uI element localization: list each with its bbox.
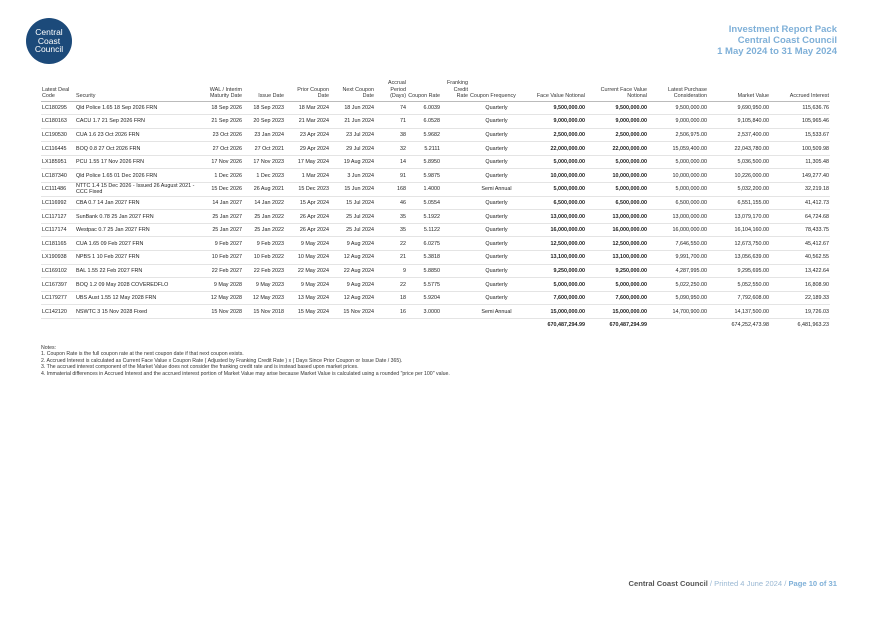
cell-accrual: 35 [375,210,407,224]
cell-issue: 25 Jan 2022 [243,210,285,224]
col-accrued: Accrued Interest [770,80,830,101]
cell-code: LC179277 [41,291,75,305]
cell-accrual: 46 [375,196,407,210]
cell-next: 29 Jul 2024 [330,142,375,156]
total-current-face: 670,487,294.99 [586,319,648,332]
cell-market: 12,673,750.00 [708,237,770,251]
cell-franking [441,169,469,183]
cell-security: NPBS 1 10 Feb 2027 FRN [75,251,199,265]
cell-prior: 9 May 2024 [285,278,330,292]
cell-next: 9 Aug 2024 [330,278,375,292]
cell-purchase: 9,000,000.00 [648,115,708,129]
cell-security: Qld Police 1.65 18 Sep 2026 FRN [75,101,199,115]
cell-purchase: 10,000,000.00 [648,169,708,183]
cell-maturity: 17 Nov 2026 [199,155,243,169]
cell-market: 22,043,780.00 [708,142,770,156]
cell-next: 15 Jun 2024 [330,183,375,197]
cell-current: 22,000,000.00 [586,142,648,156]
cell-market: 9,295,695.00 [708,264,770,278]
cell-freq: Quarterly [469,101,524,115]
cell-accrual: 22 [375,278,407,292]
col-security: Security [75,80,199,101]
page-footer [628,579,837,588]
table-row [41,101,830,115]
cell-next: 15 Jul 2024 [330,196,375,210]
table-header-row [41,80,830,101]
cell-accrual: 9 [375,264,407,278]
cell-current: 7,600,000.00 [586,291,648,305]
cell-maturity: 9 Feb 2027 [199,237,243,251]
cell-current: 10,000,000.00 [586,169,648,183]
cell-franking [441,237,469,251]
cell-accrual: 38 [375,128,407,142]
col-coupon-rate: Coupon Rate [407,80,441,101]
cell-franking [441,264,469,278]
cell-accrued: 40,562.55 [770,251,830,265]
cell-face: 9,250,000.00 [524,264,586,278]
cell-code: LC167397 [41,278,75,292]
cell-face: 22,000,000.00 [524,142,586,156]
cell-issue: 14 Jan 2022 [243,196,285,210]
cell-issue: 9 May 2023 [243,278,285,292]
cell-accrual: 21 [375,251,407,265]
cell-prior: 10 May 2024 [285,251,330,265]
cell-accrued: 11,305.48 [770,155,830,169]
cell-freq: Quarterly [469,128,524,142]
cell-rate: 6.0275 [407,237,441,251]
cell-prior: 29 Apr 2024 [285,142,330,156]
cell-code: LX190938 [41,251,75,265]
cell-code: LC181165 [41,237,75,251]
cell-next: 22 Aug 2024 [330,264,375,278]
table-row [41,142,830,156]
cell-franking [441,128,469,142]
cell-face: 6,500,000.00 [524,196,586,210]
cell-current: 13,000,000.00 [586,210,648,224]
col-deal-code: Latest Deal Code [41,80,75,101]
cell-current: 2,500,000.00 [586,128,648,142]
cell-accrual: 18 [375,291,407,305]
cell-maturity: 12 May 2028 [199,291,243,305]
cell-maturity: 10 Feb 2027 [199,251,243,265]
cell-market: 5,032,200.00 [708,183,770,197]
cell-security: Westpac 0.7 25 Jan 2027 FRN [75,223,199,237]
cell-face: 15,000,000.00 [524,305,586,319]
cell-rate: 5.9204 [407,291,441,305]
cell-maturity: 15 Dec 2026 [199,183,243,197]
cell-market: 5,036,500.00 [708,155,770,169]
cell-prior: 18 Mar 2024 [285,101,330,115]
col-prior-coupon: Prior Coupon Date [285,80,330,101]
cell-accrued: 16,808.90 [770,278,830,292]
col-accrual-period: Accrual Period (Days) [375,80,407,101]
col-maturity: WAL / Interim Maturity Date [199,80,243,101]
cell-franking [441,155,469,169]
total-accrued: 6,481,963.23 [770,319,830,332]
cell-security: SunBank 0.78 25 Jan 2027 FRN [75,210,199,224]
cell-issue: 25 Jan 2022 [243,223,285,237]
cell-next: 15 Nov 2024 [330,305,375,319]
cell-freq: Quarterly [469,169,524,183]
cell-market: 14,137,500.00 [708,305,770,319]
cell-next: 12 Aug 2024 [330,291,375,305]
cell-prior: 1 Mar 2024 [285,169,330,183]
cell-current: 13,100,000.00 [586,251,648,265]
col-frequency: Coupon Frequency [469,80,524,101]
cell-accrued: 45,412.67 [770,237,830,251]
table-row [41,291,830,305]
footer-org: Central Coast Council [628,579,708,588]
cell-current: 5,000,000.00 [586,183,648,197]
cell-freq: Quarterly [469,142,524,156]
cell-market: 7,792,608.00 [708,291,770,305]
cell-issue: 20 Sep 2023 [243,115,285,129]
cell-security: CBA 0.7 14 Jan 2027 FRN [75,196,199,210]
cell-accrued: 19,726.03 [770,305,830,319]
cell-rate: 5.3818 [407,251,441,265]
cell-market: 13,079,170.00 [708,210,770,224]
cell-purchase: 5,022,250.00 [648,278,708,292]
cell-next: 25 Jul 2024 [330,223,375,237]
cell-prior: 15 May 2024 [285,305,330,319]
cell-rate: 5.1922 [407,210,441,224]
cell-current: 5,000,000.00 [586,155,648,169]
table-body [41,101,830,319]
cell-freq: Quarterly [469,237,524,251]
col-face-value: Face Value Notional [524,80,586,101]
cell-accrued: 115,636.76 [770,101,830,115]
cell-market: 2,537,400.00 [708,128,770,142]
cell-maturity: 22 Feb 2027 [199,264,243,278]
cell-freq: Quarterly [469,278,524,292]
cell-prior: 21 Mar 2024 [285,115,330,129]
council-name: Central Coast Council [737,35,837,46]
cell-market: 6,551,155.00 [708,196,770,210]
table-row [41,305,830,319]
cell-maturity: 14 Jan 2027 [199,196,243,210]
col-next-coupon: Next Coupon Date [330,80,375,101]
cell-franking [441,291,469,305]
cell-accrual: 35 [375,223,407,237]
cell-next: 19 Aug 2024 [330,155,375,169]
cell-code: LC117174 [41,223,75,237]
cell-accrued: 105,965.46 [770,115,830,129]
cell-face: 9,500,000.00 [524,101,586,115]
cell-prior: 13 May 2024 [285,291,330,305]
cell-issue: 1 Dec 2023 [243,169,285,183]
cell-purchase: 7,646,550.00 [648,237,708,251]
cell-security: BAL 1.55 22 Feb 2027 FRN [75,264,199,278]
council-logo: Central Coast Council [26,18,72,64]
cell-maturity: 1 Dec 2026 [199,169,243,183]
cell-purchase: 5,000,000.00 [648,155,708,169]
cell-security: CACU 1.7 21 Sep 2026 FRN [75,115,199,129]
cell-security: NSWTC 3 15 Nov 2028 Fixed [75,305,199,319]
cell-purchase: 2,506,975.00 [648,128,708,142]
cell-prior: 22 May 2024 [285,264,330,278]
cell-issue: 26 Aug 2021 [243,183,285,197]
cell-accrued: 64,724.68 [770,210,830,224]
cell-freq: Semi Annual [469,305,524,319]
cell-face: 16,000,000.00 [524,223,586,237]
cell-freq: Quarterly [469,223,524,237]
cell-franking [441,115,469,129]
cell-prior: 15 Apr 2024 [285,196,330,210]
table-row [41,196,830,210]
notes [41,345,450,377]
table-row [41,155,830,169]
cell-current: 15,000,000.00 [586,305,648,319]
cell-code: LC117127 [41,210,75,224]
report-title [717,24,837,57]
cell-franking [441,210,469,224]
cell-market: 13,056,639.00 [708,251,770,265]
cell-accrued: 22,189.33 [770,291,830,305]
cell-code: LC190530 [41,128,75,142]
cell-next: 23 Jul 2024 [330,128,375,142]
total-face-value: 670,487,294.99 [524,319,586,332]
investment-table [41,80,830,331]
cell-freq: Semi Annual [469,183,524,197]
cell-next: 21 Jun 2024 [330,115,375,129]
cell-franking [441,251,469,265]
cell-security: UBS Aust 1.55 12 May 2028 FRN [75,291,199,305]
note-4: 4. Immaterial differences in Accrued Interest and the accrued interest portion of Market Value may arise because Market Value is calculated using a rounded "price per 100" value. [41,370,450,377]
cell-accrual: 168 [375,183,407,197]
cell-maturity: 27 Oct 2026 [199,142,243,156]
cell-accrual: 22 [375,237,407,251]
table-row [41,223,830,237]
cell-purchase: 9,500,000.00 [648,101,708,115]
cell-issue: 27 Oct 2021 [243,142,285,156]
cell-code: LC116992 [41,196,75,210]
cell-market: 16,104,160.00 [708,223,770,237]
table-row [41,278,830,292]
cell-issue: 22 Feb 2023 [243,264,285,278]
cell-rate: 6.0039 [407,101,441,115]
cell-accrual: 14 [375,155,407,169]
cell-rate: 5.9875 [407,169,441,183]
cell-prior: 26 Apr 2024 [285,210,330,224]
cell-issue: 17 Nov 2023 [243,155,285,169]
cell-accrued: 32,219.18 [770,183,830,197]
table-row [41,237,830,251]
cell-accrued: 41,412.73 [770,196,830,210]
cell-accrual: 71 [375,115,407,129]
cell-purchase: 13,000,000.00 [648,210,708,224]
cell-issue: 23 Jan 2024 [243,128,285,142]
cell-maturity: 21 Sep 2026 [199,115,243,129]
table-row [41,169,830,183]
col-issue-date: Issue Date [243,80,285,101]
cell-rate: 5.8950 [407,155,441,169]
cell-prior: 17 May 2024 [285,155,330,169]
cell-code: LC180295 [41,101,75,115]
cell-next: 25 Jul 2024 [330,210,375,224]
cell-accrued: 149,277.40 [770,169,830,183]
cell-face: 9,000,000.00 [524,115,586,129]
cell-security: Qld Police 1.65 01 Dec 2026 FRN [75,169,199,183]
cell-accrual: 16 [375,305,407,319]
cell-issue: 15 Nov 2018 [243,305,285,319]
cell-current: 12,500,000.00 [586,237,648,251]
cell-current: 6,500,000.00 [586,196,648,210]
cell-issue: 10 Feb 2022 [243,251,285,265]
cell-rate: 5.8850 [407,264,441,278]
col-franking: Franking Credit Rate [441,80,469,101]
cell-current: 9,500,000.00 [586,101,648,115]
cell-issue: 9 Feb 2023 [243,237,285,251]
note-2: 2. Accrued Interest is calculated as Current Face Value x Coupon Rate ( Adjusted by Franking Credit Rate ) x ( Days Since Prior Coupon or Issue Date / 365). [41,357,403,364]
cell-current: 9,000,000.00 [586,115,648,129]
cell-security: NTTC 1.4 15 Dec 2026 - Issued 26 August 2021 - CCC Fixed [75,183,199,197]
footer-printed: / Printed 4 June 2024 / [707,579,789,588]
cell-face: 5,000,000.00 [524,278,586,292]
cell-maturity: 23 Oct 2026 [199,128,243,142]
cell-next: 3 Jun 2024 [330,169,375,183]
table-row [41,183,830,197]
note-1: 1. Coupon Rate is the full coupon rate at the next coupon date if that next coupon exists. [41,351,244,358]
cell-rate: 3.0000 [407,305,441,319]
cell-franking [441,196,469,210]
cell-face: 13,000,000.00 [524,210,586,224]
cell-face: 2,500,000.00 [524,128,586,142]
totals-row [41,319,830,332]
cell-code: LC169102 [41,264,75,278]
total-market-value: 674,252,473.98 [708,319,770,332]
cell-maturity: 25 Jan 2027 [199,210,243,224]
table-row [41,115,830,129]
cell-franking [441,305,469,319]
footer-page-number: Page 10 of 31 [788,579,837,588]
cell-code: LC142120 [41,305,75,319]
cell-rate: 6.0528 [407,115,441,129]
cell-freq: Quarterly [469,196,524,210]
cell-code: LC116445 [41,142,75,156]
notes-title: Notes: [41,345,56,351]
report-name: Investment Report Pack [728,24,837,35]
cell-freq: Quarterly [469,115,524,129]
cell-face: 10,000,000.00 [524,169,586,183]
table-row [41,251,830,265]
cell-code: LC187340 [41,169,75,183]
cell-purchase: 5,090,950.00 [648,291,708,305]
cell-security: BOQ 1.2 09 May 2028 COVEREDFLO [75,278,199,292]
cell-maturity: 15 Nov 2028 [199,305,243,319]
cell-purchase: 4,287,995.00 [648,264,708,278]
cell-market: 9,690,950.00 [708,101,770,115]
cell-issue: 18 Sep 2023 [243,101,285,115]
cell-current: 9,250,000.00 [586,264,648,278]
cell-prior: 15 Dec 2023 [285,183,330,197]
cell-rate: 5.5775 [407,278,441,292]
cell-rate: 1.4000 [407,183,441,197]
cell-franking [441,223,469,237]
cell-current: 16,000,000.00 [586,223,648,237]
cell-security: CUA 1.6 23 Oct 2026 FRN [75,128,199,142]
cell-prior: 9 May 2024 [285,237,330,251]
table-row [41,264,830,278]
cell-code: LX185951 [41,155,75,169]
cell-freq: Quarterly [469,291,524,305]
cell-market: 5,052,550.00 [708,278,770,292]
cell-security: PCU 1.55 17 Nov 2026 FRN [75,155,199,169]
cell-purchase: 9,991,700.00 [648,251,708,265]
report-period: 1 May 2024 to 31 May 2024 [717,46,837,57]
cell-issue: 12 May 2023 [243,291,285,305]
cell-face: 5,000,000.00 [524,155,586,169]
cell-maturity: 18 Sep 2026 [199,101,243,115]
cell-franking [441,278,469,292]
cell-maturity: 25 Jan 2027 [199,223,243,237]
cell-franking [441,183,469,197]
cell-accrual: 74 [375,101,407,115]
col-purchase: Latest Purchase Consideration [648,80,708,101]
cell-rate: 5.1122 [407,223,441,237]
cell-next: 12 Aug 2024 [330,251,375,265]
table-row [41,128,830,142]
cell-purchase: 5,000,000.00 [648,183,708,197]
col-current-face: Current Face Value Notional [586,80,648,101]
cell-market: 9,105,840.00 [708,115,770,129]
cell-purchase: 15,059,400.00 [648,142,708,156]
cell-accrued: 78,433.75 [770,223,830,237]
cell-accrued: 13,422.64 [770,264,830,278]
cell-rate: 5.2111 [407,142,441,156]
cell-maturity: 9 May 2028 [199,278,243,292]
cell-face: 5,000,000.00 [524,183,586,197]
col-market-value: Market Value [708,80,770,101]
cell-next: 18 Jun 2024 [330,101,375,115]
cell-next: 9 Aug 2024 [330,237,375,251]
cell-accrual: 91 [375,169,407,183]
cell-code: LC111486 [41,183,75,197]
cell-market: 10,226,000.00 [708,169,770,183]
cell-code: LC180163 [41,115,75,129]
cell-prior: 23 Apr 2024 [285,128,330,142]
cell-franking [441,142,469,156]
cell-freq: Quarterly [469,155,524,169]
cell-accrued: 15,533.67 [770,128,830,142]
cell-freq: Quarterly [469,210,524,224]
note-3: 3. The accrued interest component of the Market Value does not consider the franking credit rate and is instead based upon market prices. [41,364,359,371]
cell-rate: 5.9682 [407,128,441,142]
cell-purchase: 16,000,000.00 [648,223,708,237]
cell-security: BOQ 0.8 27 Oct 2026 FRN [75,142,199,156]
cell-accrual: 32 [375,142,407,156]
cell-prior: 26 Apr 2024 [285,223,330,237]
cell-purchase: 6,500,000.00 [648,196,708,210]
cell-face: 12,500,000.00 [524,237,586,251]
cell-rate: 5.0554 [407,196,441,210]
cell-freq: Quarterly [469,264,524,278]
cell-freq: Quarterly [469,251,524,265]
cell-current: 5,000,000.00 [586,278,648,292]
cell-face: 7,600,000.00 [524,291,586,305]
cell-face: 13,100,000.00 [524,251,586,265]
cell-accrued: 100,509.98 [770,142,830,156]
cell-security: CUA 1.65 09 Feb 2027 FRN [75,237,199,251]
cell-franking [441,101,469,115]
cell-purchase: 14,700,900.00 [648,305,708,319]
table-row [41,210,830,224]
